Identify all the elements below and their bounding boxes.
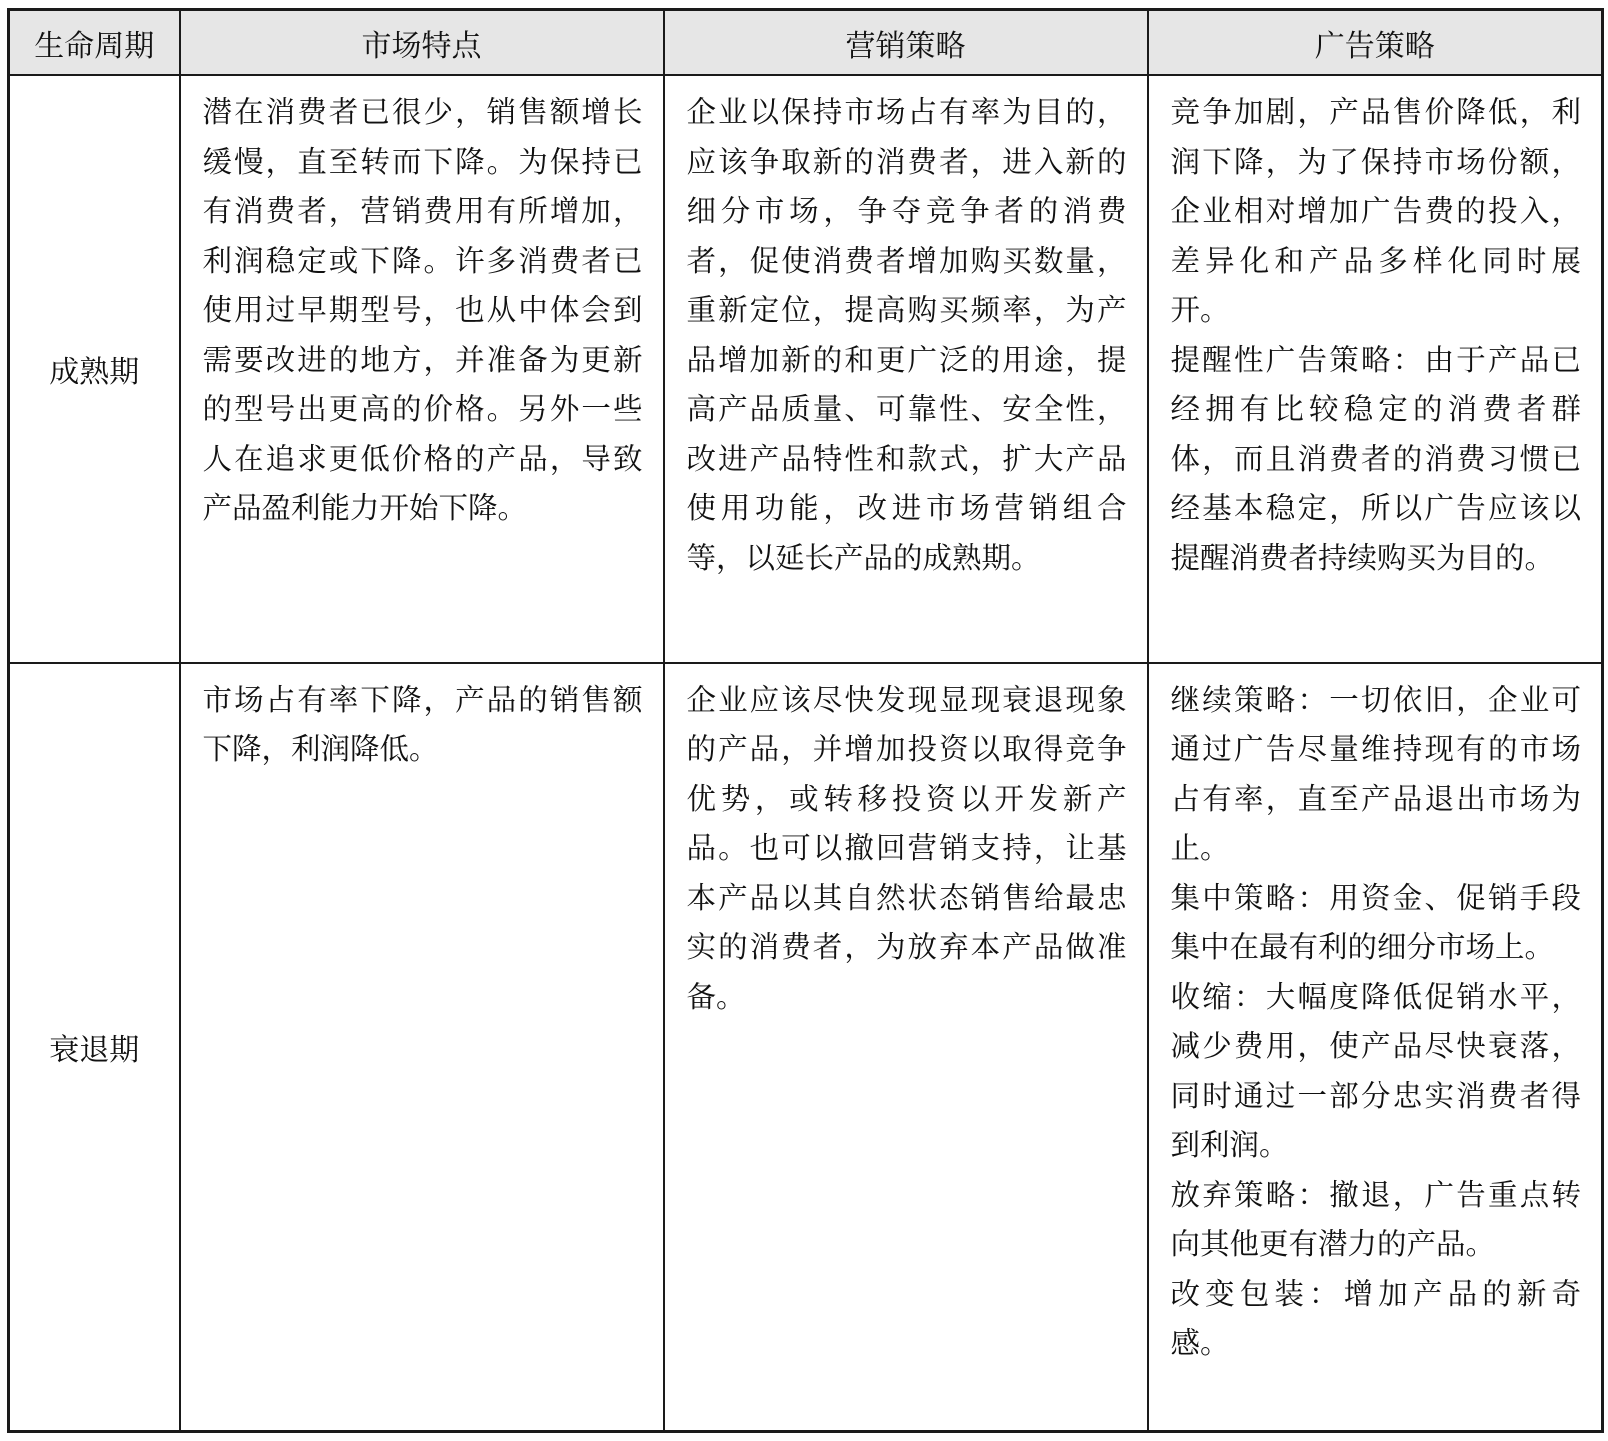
ad-paragraph: 继续策略：一切依旧，企业可通过广告尽量维持现有的市场占有率，直至产品退出市场为止。 bbox=[1170, 682, 1581, 866]
header-row bbox=[9, 10, 1603, 76]
ad-paragraph: 放弃策略：撤退，广告重点转向其他更有潜力的产品。 bbox=[1170, 1177, 1581, 1262]
cell-text: 市场占有率下降，产品的销售额下降，利润降低。 bbox=[202, 682, 643, 767]
header-market-features: 市场特点 bbox=[180, 10, 664, 76]
cell-text: 企业应该尽快发现显现衰退现象的产品，并增加投资以取得竞争优势，或转移投资以开发新产品。也可以撤回营销支持，让基本产品以其自然状态销售给最忠实的消费者，为放弃本产品做准备。 bbox=[686, 682, 1127, 1014]
header-marketing-strategy: 营销策略 bbox=[664, 10, 1148, 76]
stage-decline: 衰退期 bbox=[9, 663, 180, 1432]
table-row-decline bbox=[9, 663, 1603, 1432]
advertising-strategy-decline bbox=[1148, 663, 1603, 1432]
cell-text: 企业以保持市场占有率为目的，应该争取新的消费者，进入新的细分市场，争夺竞争者的消费者，促使消费者增加购买数量，重新定位，提高购买频率，为产品增加新的和更广泛的用途，提高产品质量、可靠性、安全性，改进产品特性和款式，扩大产品使用功能，改进市场营销组合等，以延长产品的成熟期。 bbox=[686, 95, 1127, 575]
ad-paragraph: 集中策略：用资金、促销手段集中在最有利的细分市场上。 bbox=[1170, 880, 1581, 965]
marketing-strategy-maturity bbox=[664, 75, 1148, 663]
market-features-decline bbox=[180, 663, 664, 1432]
ad-paragraph: 收缩：大幅度降低促销水平，减少费用，使产品尽快衰落，同时通过一部分忠实消费者得到利润。 bbox=[1170, 979, 1581, 1163]
ad-paragraph: 改变包装：增加产品的新奇感。 bbox=[1170, 1276, 1581, 1361]
header-advertising-strategy: 广告策略 bbox=[1148, 10, 1603, 76]
ad-paragraph: 竞争加剧，产品售价降低，利润下降，为了保持市场份额，企业相对增加广告费的投入，差异化和产品多样化同时展开。 bbox=[1170, 95, 1581, 328]
stage-maturity: 成熟期 bbox=[9, 75, 180, 663]
advertising-strategy-maturity bbox=[1148, 75, 1603, 663]
marketing-strategy-decline bbox=[664, 663, 1148, 1432]
ad-paragraph: 提醒性广告策略：由于产品已经拥有比较稳定的消费者群体，而且消费者的消费习惯已经基本稳定，所以广告应该以提醒消费者持续购买为目的。 bbox=[1170, 342, 1581, 575]
table-row-maturity bbox=[9, 75, 1603, 663]
lifecycle-strategy-table bbox=[7, 8, 1604, 1433]
cell-text: 潜在消费者已很少，销售额增长缓慢，直至转而下降。为保持已有消费者，营销费用有所增加，利润稳定或下降。许多消费者已使用过早期型号，也从中体会到需要改进的地方，并准备为更新的型号出更高的价格。另外一些人在追求更低价格的产品，导致产品盈利能力开始下降。 bbox=[202, 95, 643, 526]
header-lifecycle: 生命周期 bbox=[9, 10, 180, 76]
market-features-maturity bbox=[180, 75, 664, 663]
